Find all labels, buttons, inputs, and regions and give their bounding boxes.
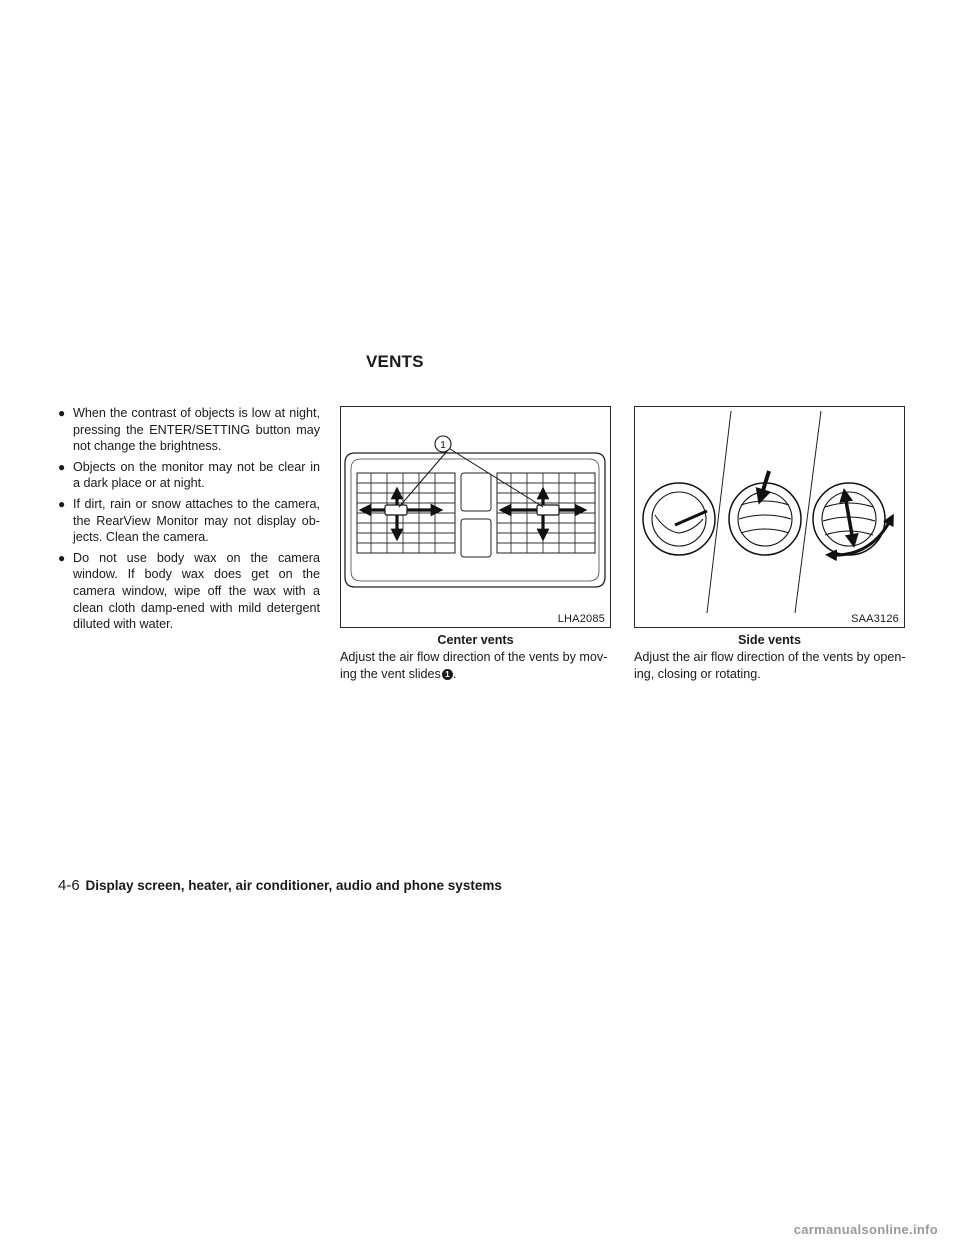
bullet-text: If dirt, rain or snow attaches to the camera, the RearView Monitor may not display ob-jects. Clean the camera.	[73, 496, 320, 545]
watermark-link[interactable]: carmanualsonline.info	[793, 1222, 938, 1237]
bullet-list	[58, 405, 320, 637]
center-vents-text-end: .	[452, 666, 457, 681]
bullet-text: When the contrast of objects is low at night, pressing the ENTER/SETTING button may not change the brightness.	[73, 406, 320, 454]
side-vents-caption: Side vents	[738, 633, 801, 647]
bullet-text: Objects on the monitor may not be clear in a dark place or at night.	[73, 459, 320, 491]
center-vents-description	[340, 649, 612, 682]
figure-code: SAA3126	[851, 613, 899, 625]
bullet-icon: ●	[58, 459, 66, 474]
side-vents-description: Adjust the air flow direction of the vents by open-ing, closing or rotating.	[634, 650, 906, 681]
side-vents-illustration	[635, 407, 904, 627]
list-item	[58, 550, 320, 633]
list-item	[58, 405, 320, 455]
section-title: VENTS	[366, 352, 424, 371]
page-number: 4-6	[58, 877, 80, 894]
figure-code: LHA2085	[557, 613, 605, 625]
center-vents-text: Adjust the air flow direction of the vents by mov-ing the vent slides	[340, 650, 608, 681]
center-vents-figure	[340, 406, 611, 628]
page-footer	[58, 877, 502, 894]
bullet-icon: ●	[58, 496, 66, 511]
center-vents-caption: Center vents	[437, 633, 514, 647]
bullet-text: Do not use body wax on the camera window. If body wax does get on the camera window, wipe off the wax with a clean cloth damp-ened with mild detergent diluted with water.	[73, 550, 320, 632]
list-item	[58, 496, 320, 546]
bullet-icon: ●	[58, 406, 66, 420]
center-vents-illustration	[341, 407, 610, 627]
list-item	[58, 459, 320, 492]
bullet-icon: ●	[58, 550, 66, 565]
side-vents-figure	[634, 406, 905, 628]
callout-marker: 1	[442, 669, 453, 680]
chapter-title: Display screen, heater, air conditioner, audio and phone systems	[85, 878, 502, 893]
callout-number: 1	[440, 440, 446, 451]
